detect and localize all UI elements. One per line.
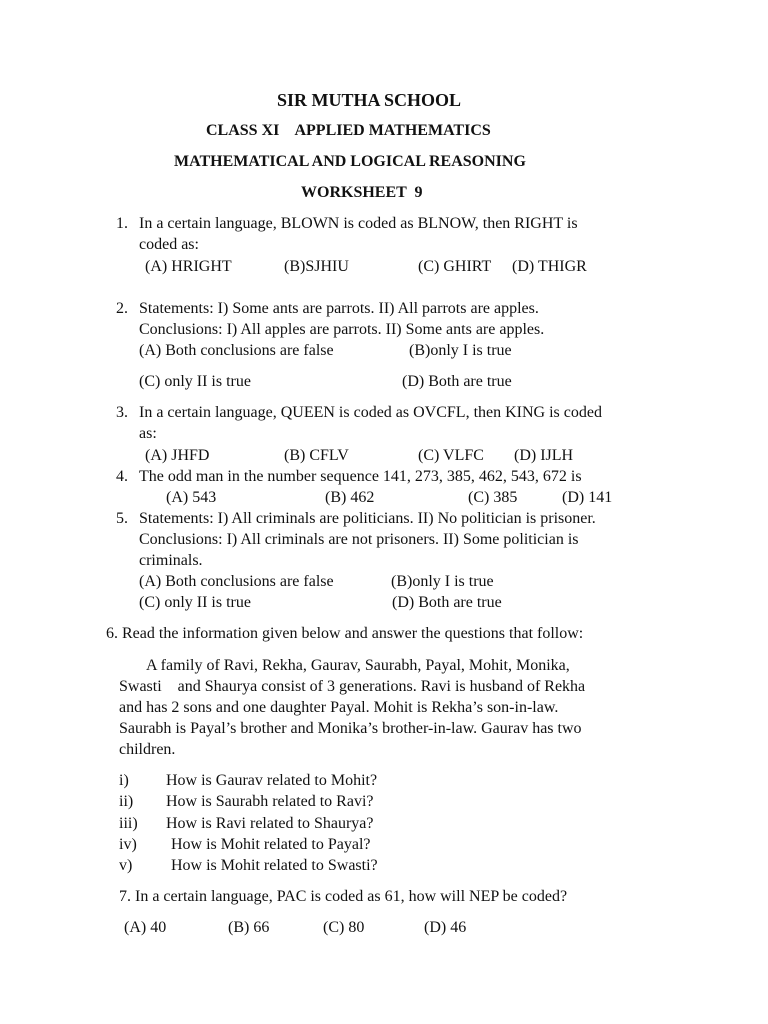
option-b: (B) 462 — [325, 489, 375, 506]
option-b: (B)SJHIU — [284, 258, 349, 275]
conclusions-text: Conclusions: I) All apples are parrots. II) Some ants are apples. — [139, 321, 545, 338]
statements-text: Statements: I) All criminals are politicians. II) No politician is prisoner. — [139, 510, 596, 527]
option-d: (D) Both are true — [402, 373, 512, 390]
sub-question-text: How is Ravi related to Shaurya? — [166, 815, 374, 832]
question-text: 7. In a certain language, PAC is coded as 61, how will NEP be coded? — [119, 888, 568, 905]
question-number: 3. — [116, 404, 128, 421]
option-b: (B) CFLV — [284, 447, 349, 464]
question-text: coded as: — [139, 236, 199, 253]
option-d: (D) 46 — [424, 919, 467, 936]
option-a: (A) Both conclusions are false — [139, 342, 334, 359]
sub-question-number: v) — [119, 857, 133, 874]
sub-question-number: iii) — [119, 815, 138, 832]
passage-line: children. — [119, 741, 176, 758]
option-c: (C) GHIRT — [418, 258, 492, 275]
option-b: (B)only I is true — [391, 573, 494, 590]
class-subject-line: CLASS XI APPLIED MATHEMATICS — [206, 122, 491, 139]
sub-question-text: How is Gaurav related to Mohit? — [166, 772, 378, 789]
question-number: 2. — [116, 300, 128, 317]
sub-question-number: i) — [119, 772, 129, 789]
question-text: 6. Read the information given below and answer the questions that follow: — [106, 625, 584, 642]
sub-question-text: How is Mohit related to Payal? — [171, 836, 371, 853]
question-number: 5. — [116, 510, 128, 527]
conclusions-text: Conclusions: I) All criminals are not prisoners. II) Some politician is — [139, 531, 579, 548]
option-b: (B) 66 — [228, 919, 270, 936]
option-d: (D) IJLH — [514, 447, 574, 464]
option-a: (A) 40 — [124, 919, 167, 936]
passage-line: Swasti and Shaurya consist of 3 generations. Ravi is husband of Rekha — [119, 678, 586, 695]
passage-line: A family of Ravi, Rekha, Gaurav, Saurabh, Payal, Mohit, Monika, — [146, 657, 570, 674]
passage-line: Saurabh is Payal’s brother and Monika’s brother-in-law. Gaurav has two — [119, 720, 582, 737]
option-d: (D) 141 — [562, 489, 613, 506]
conclusions-text: criminals. — [139, 552, 203, 569]
sub-question-number: iv) — [119, 836, 137, 853]
sub-question-text: How is Mohit related to Swasti? — [171, 857, 378, 874]
option-a: (A) HRIGHT — [145, 258, 232, 275]
option-a: (A) JHFD — [145, 447, 210, 464]
question-text: as: — [139, 425, 157, 442]
option-c: (C) 80 — [323, 919, 365, 936]
option-c: (C) only II is true — [139, 373, 251, 390]
question-text: The odd man in the number sequence 141, 273, 385, 462, 543, 672 is — [139, 468, 582, 485]
statements-text: Statements: I) Some ants are parrots. II) All parrots are apples. — [139, 300, 539, 317]
worksheet-title: WORKSHEET 9 — [301, 184, 423, 201]
option-c: (C) only II is true — [139, 594, 251, 611]
school-name: SIR MUTHA SCHOOL — [277, 90, 462, 110]
question-text: In a certain language, BLOWN is coded as BLNOW, then RIGHT is — [139, 215, 578, 232]
option-b: (B)only I is true — [409, 342, 512, 359]
option-d: (D) THIGR — [512, 258, 587, 275]
sub-question-text: How is Saurabh related to Ravi? — [166, 793, 374, 810]
passage-line: and has 2 sons and one daughter Payal. Mohit is Rekha’s son-in-law. — [119, 699, 559, 716]
question-number: 4. — [116, 468, 128, 485]
topic-title: MATHEMATICAL AND LOGICAL REASONING — [174, 153, 526, 170]
sub-question-number: ii) — [119, 793, 134, 810]
option-a: (A) 543 — [166, 489, 217, 506]
option-a: (A) Both conclusions are false — [139, 573, 334, 590]
question-text: In a certain language, QUEEN is coded as OVCFL, then KING is coded — [139, 404, 602, 421]
option-d: (D) Both are true — [392, 594, 502, 611]
option-c: (C) VLFC — [418, 447, 484, 464]
option-c: (C) 385 — [468, 489, 518, 506]
question-number: 1. — [116, 215, 128, 232]
